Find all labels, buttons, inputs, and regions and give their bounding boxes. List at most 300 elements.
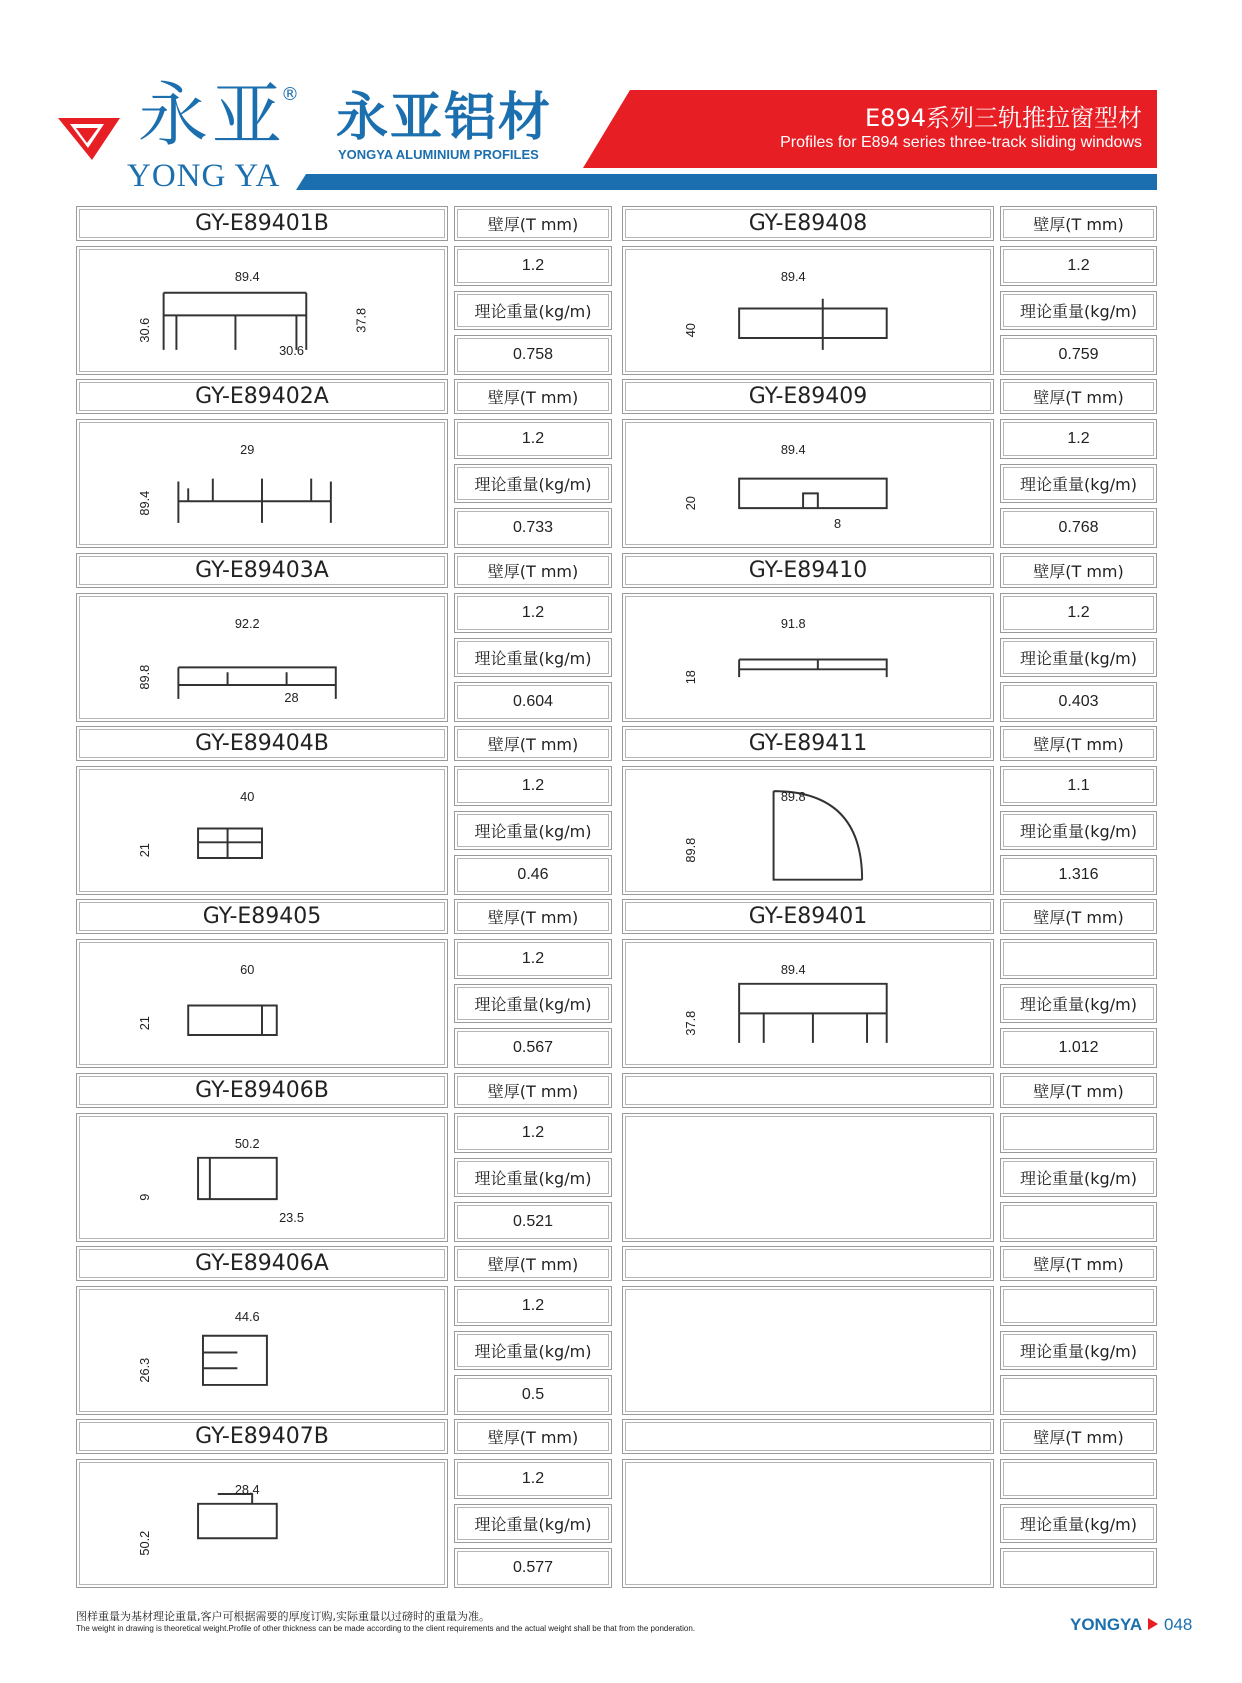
profile-code-cell-text: GY-E89411	[748, 731, 868, 756]
profile-code-cell	[76, 379, 448, 414]
arrow-right-icon	[1148, 1618, 1158, 1630]
weight-label-cell-inner	[457, 814, 609, 848]
dimension-label: 20	[682, 496, 698, 511]
weight-value-cell	[1000, 855, 1157, 895]
profile-code-cell-text: GY-E89404B	[195, 731, 329, 756]
weight-value-cell-text: 0.5	[521, 1386, 545, 1404]
dimension-label: 44.6	[234, 1308, 260, 1324]
weight-value-cell	[454, 682, 612, 722]
thickness-value-cell-inner	[1003, 596, 1154, 630]
thickness-value-cell-inner	[457, 249, 609, 283]
thickness-value-cell-inner	[457, 1289, 609, 1323]
weight-value-cell-inner	[1003, 858, 1154, 892]
profile-code-cell-inner	[79, 1249, 445, 1278]
thickness-value-cell	[1000, 1113, 1157, 1153]
thickness-value-cell-text: 1.2	[521, 1469, 545, 1487]
profile-code-cell	[622, 726, 994, 761]
profile-drawing-cell	[622, 1286, 994, 1415]
profile-code-cell-inner	[79, 902, 445, 931]
dimension-label: 89.4	[780, 961, 806, 977]
profile-code-cell-text: GY-E89406B	[195, 1078, 329, 1103]
thickness-value-cell-inner	[1003, 942, 1154, 976]
profile-drawing-cell-inner	[625, 1289, 991, 1412]
weight-label-cell-text: 理论重量(kg/m)	[474, 474, 592, 494]
weight-label-cell-text: 理论重量(kg/m)	[1020, 821, 1137, 841]
thickness-value-cell-text: 1.1	[1067, 776, 1090, 794]
thickness-label-cell-inner	[1003, 1422, 1154, 1451]
thickness-label-cell-inner	[1003, 1249, 1154, 1278]
weight-label-cell-text: 理论重量(kg/m)	[474, 1514, 592, 1534]
thickness-label-cell	[454, 899, 612, 934]
weight-label-cell	[454, 811, 612, 851]
thickness-value-cell	[1000, 419, 1157, 459]
profile-drawing-cell-inner	[625, 942, 991, 1065]
thickness-value-cell-text: 1.2	[1067, 603, 1090, 621]
thickness-value-cell	[454, 1286, 612, 1326]
dimension-label: 91.8	[780, 615, 806, 631]
profile-drawing-cell	[622, 939, 994, 1068]
weight-label-cell-text: 理论重量(kg/m)	[474, 821, 592, 841]
weight-value-cell-inner	[1003, 1378, 1154, 1412]
thickness-label-cell-inner	[457, 1249, 609, 1278]
thickness-label-cell	[1000, 1246, 1157, 1281]
weight-value-cell-inner	[457, 1205, 609, 1239]
thickness-label-cell-text: 壁厚(T mm)	[487, 215, 579, 234]
profile-code-cell-inner	[79, 209, 445, 238]
flat-cover-profile-icon	[626, 597, 990, 718]
thickness-value-cell	[454, 419, 612, 459]
dimension-label: 28	[284, 689, 299, 705]
weight-value-cell-inner	[1003, 338, 1154, 372]
dimension-label: 89.4	[780, 268, 806, 284]
dimension-label: 28.4	[234, 1481, 260, 1497]
thickness-label-cell-inner	[1003, 556, 1154, 585]
channel-profile-icon	[80, 597, 444, 718]
dimension-label: 89.4	[780, 441, 806, 457]
dimension-label: 92.2	[234, 615, 260, 631]
profile-drawing-cell	[622, 593, 994, 722]
small-sash-profile-icon	[80, 770, 444, 891]
profile-code-cell-text: GY-E89407B	[195, 1424, 329, 1449]
weight-label-cell-text: 理论重量(kg/m)	[1020, 648, 1137, 668]
weight-value-cell-text: 0.759	[1058, 346, 1099, 364]
profile-drawing-cell-inner	[625, 596, 991, 719]
profile-code-cell-inner	[625, 729, 991, 758]
weight-value-cell-text: 0.521	[512, 1213, 554, 1231]
dimension-label: 9	[136, 1193, 152, 1201]
thickness-label-cell-inner	[1003, 382, 1154, 411]
profile-code-cell	[76, 1073, 448, 1108]
dimension-label: 37.8	[682, 1010, 698, 1036]
thickness-value-cell	[454, 246, 612, 286]
profile-code-cell-inner	[625, 902, 991, 931]
profile-drawing-cell-inner	[79, 769, 445, 892]
weight-label-cell-inner	[1003, 641, 1154, 675]
registered-mark: ®	[281, 84, 299, 105]
dimension-label: 30.6	[279, 342, 304, 358]
weight-value-cell	[454, 1202, 612, 1242]
profile-drawing-cell	[76, 766, 448, 895]
weight-label-cell-inner	[1003, 294, 1154, 328]
weight-value-cell	[454, 508, 612, 548]
weight-value-cell-inner	[457, 1378, 609, 1412]
profile-drawing-cell	[76, 419, 448, 548]
profile-drawing-cell	[622, 1459, 994, 1588]
thickness-value-cell-inner	[457, 1116, 609, 1150]
profile-code-cell	[76, 726, 448, 761]
profile-code-cell-text: GY-E89401B	[195, 211, 329, 236]
thickness-value-cell-text: 1.2	[1067, 429, 1090, 447]
weight-value-cell-inner	[1003, 685, 1154, 719]
dimension-label: 60	[240, 961, 255, 977]
thickness-label-cell-inner	[457, 382, 609, 411]
thickness-label-cell-text: 壁厚(T mm)	[487, 1428, 579, 1447]
weight-label-cell-text: 理论重量(kg/m)	[474, 994, 592, 1014]
weight-value-cell-inner	[457, 1031, 609, 1065]
profile-code-cell	[76, 899, 448, 934]
thickness-label-cell-text: 壁厚(T mm)	[1033, 1428, 1124, 1447]
dimension-label: 30.6	[136, 317, 152, 343]
profile-drawing-cell	[76, 939, 448, 1068]
quarter-arc-profile-icon	[626, 770, 990, 891]
weight-value-cell-inner	[457, 685, 609, 719]
thickness-value-cell	[1000, 939, 1157, 979]
weight-label-cell-text: 理论重量(kg/m)	[1020, 1168, 1137, 1188]
thickness-value-cell	[1000, 1286, 1157, 1326]
profile-code-cell	[76, 1419, 448, 1454]
thickness-label-cell-inner	[1003, 729, 1154, 758]
profile-drawing-cell-inner	[625, 1116, 991, 1239]
thickness-label-cell-text: 壁厚(T mm)	[1033, 908, 1124, 927]
weight-label-cell-inner	[1003, 1334, 1154, 1368]
weight-value-cell	[454, 335, 612, 375]
weight-label-cell	[454, 1331, 612, 1371]
weight-label-cell	[454, 984, 612, 1024]
thickness-value-cell-inner	[1003, 1116, 1154, 1150]
weight-label-cell-inner	[457, 1507, 609, 1541]
thickness-label-cell-text: 壁厚(T mm)	[487, 388, 579, 407]
thickness-label-cell-text: 壁厚(T mm)	[487, 562, 579, 581]
rectangular-tube-profile-icon	[626, 250, 990, 371]
weight-value-cell-inner	[1003, 1551, 1154, 1585]
profile-code-cell-text: GY-E89403A	[195, 558, 329, 583]
thickness-value-cell-inner	[457, 596, 609, 630]
profile-code-cell-inner	[79, 1076, 445, 1105]
thickness-value-cell	[1000, 1459, 1157, 1499]
thickness-value-cell-inner	[457, 942, 609, 976]
weight-value-cell	[1000, 335, 1157, 375]
dimension-label: 50.2	[136, 1530, 152, 1556]
brand-logo-en: YONG YA	[127, 158, 281, 194]
weight-label-cell	[1000, 1158, 1157, 1198]
weight-label-cell-inner	[457, 1161, 609, 1195]
profile-drawing-cell-inner	[79, 422, 445, 545]
thickness-value-cell-text: 1.2	[521, 949, 545, 967]
profile-code-cell	[76, 206, 448, 241]
weight-label-cell-text: 理论重量(kg/m)	[474, 1341, 592, 1361]
profile-code-cell-inner	[79, 729, 445, 758]
thickness-label-cell-inner	[1003, 209, 1154, 238]
thickness-value-cell-inner	[1003, 769, 1154, 803]
thickness-label-cell	[1000, 553, 1157, 588]
dimension-label: 18	[682, 670, 698, 685]
thickness-label-cell-text: 壁厚(T mm)	[1033, 735, 1124, 754]
sash-profile-icon	[80, 943, 444, 1064]
weight-label-cell-text: 理论重量(kg/m)	[1020, 474, 1137, 494]
weight-label-cell-inner	[457, 641, 609, 675]
dimension-label: 29	[240, 441, 255, 457]
thickness-label-cell-inner	[457, 556, 609, 585]
box-sash-profile-icon	[80, 1117, 444, 1238]
thickness-value-cell-text: 1.2	[1067, 256, 1090, 274]
dimension-label: 89.4	[234, 268, 260, 284]
weight-label-cell	[454, 1504, 612, 1544]
weight-label-cell	[1000, 638, 1157, 678]
thickness-value-cell-inner	[1003, 422, 1154, 456]
weight-label-cell-text: 理论重量(kg/m)	[1020, 1341, 1137, 1361]
weight-value-cell-text: 0.758	[512, 346, 554, 364]
thickness-label-cell-text: 壁厚(T mm)	[1033, 562, 1124, 581]
thickness-label-cell	[454, 553, 612, 588]
dimension-label: 37.8	[353, 307, 369, 333]
thickness-value-cell	[454, 1113, 612, 1153]
weight-value-cell	[1000, 1028, 1157, 1068]
profile-drawing-cell-inner	[625, 249, 991, 372]
weight-label-cell-text: 理论重量(kg/m)	[1020, 994, 1137, 1014]
weight-value-cell-inner	[1003, 511, 1154, 545]
yongya-logo-icon	[58, 112, 122, 162]
thickness-label-cell-inner	[1003, 902, 1154, 931]
weight-label-cell-inner	[457, 1334, 609, 1368]
weight-label-cell-inner	[457, 294, 609, 328]
thickness-label-cell-text: 壁厚(T mm)	[1033, 1082, 1124, 1101]
thickness-label-cell	[454, 1419, 612, 1454]
thickness-value-cell	[1000, 766, 1157, 806]
thickness-label-cell-inner	[457, 1076, 609, 1105]
thickness-value-cell	[1000, 593, 1157, 633]
weight-label-cell	[1000, 1331, 1157, 1371]
weight-value-cell	[1000, 1202, 1157, 1242]
page-number: 048	[1164, 1615, 1193, 1634]
mullion-profile-icon	[80, 1463, 444, 1584]
weight-label-cell-inner	[1003, 467, 1154, 501]
profile-code-cell-text: GY-E89401	[748, 904, 868, 929]
thickness-value-cell-text: 1.2	[521, 1296, 545, 1314]
profile-drawing-cell-inner	[79, 1289, 445, 1412]
profile-code-cell-inner	[625, 1076, 991, 1105]
weight-value-cell-text: 0.577	[512, 1559, 554, 1577]
profile-code-cell-inner	[625, 1249, 991, 1278]
profile-drawing-cell	[76, 593, 448, 722]
profile-drawing-cell	[76, 246, 448, 375]
footer-brand: YONGYA	[1070, 1615, 1143, 1634]
profile-code-cell	[622, 899, 994, 934]
thickness-label-cell	[1000, 1073, 1157, 1108]
profile-drawing-cell	[622, 766, 994, 895]
profile-code-cell-inner	[625, 1422, 991, 1451]
weight-label-cell-text: 理论重量(kg/m)	[474, 301, 592, 321]
thickness-label-cell	[454, 1246, 612, 1281]
profile-drawing-cell-inner	[625, 769, 991, 892]
thickness-label-cell	[1000, 206, 1157, 241]
dimension-label: 26.3	[136, 1357, 152, 1383]
profile-code-cell-text: GY-E89409	[748, 384, 868, 409]
weight-value-cell-text: 1.012	[1058, 1039, 1099, 1057]
profile-code-cell	[622, 379, 994, 414]
interlock-profile-icon	[80, 1290, 444, 1411]
weight-value-cell-inner	[457, 1551, 609, 1585]
thickness-value-cell-inner	[1003, 1462, 1154, 1496]
profile-drawing-cell	[622, 1113, 994, 1242]
weight-value-cell-text: 1.316	[1058, 866, 1099, 884]
weight-label-cell-inner	[457, 467, 609, 501]
profile-drawing-cell-inner	[625, 422, 991, 545]
weight-value-cell	[1000, 1375, 1157, 1415]
thickness-label-cell-inner	[1003, 1076, 1154, 1105]
weight-value-cell-text: 0.46	[517, 866, 549, 884]
weight-label-cell	[1000, 984, 1157, 1024]
weight-label-cell	[454, 291, 612, 331]
profile-code-cell-inner	[625, 209, 991, 238]
thickness-value-cell-text: 1.2	[521, 256, 545, 274]
weight-label-cell	[454, 1158, 612, 1198]
weight-label-cell	[454, 464, 612, 504]
profile-drawing-cell-inner	[79, 942, 445, 1065]
three-leg-frame-profile-icon	[80, 250, 444, 371]
dimension-label: 23.5	[279, 1209, 304, 1225]
thickness-label-cell-text: 壁厚(T mm)	[487, 1255, 579, 1274]
profile-drawing-cell-inner	[79, 1462, 445, 1585]
thickness-value-cell-text: 1.2	[521, 603, 545, 621]
weight-value-cell	[454, 1028, 612, 1068]
weight-label-cell-text: 理论重量(kg/m)	[1020, 301, 1137, 321]
thickness-label-cell-inner	[457, 209, 609, 238]
profile-drawing-cell	[76, 1113, 448, 1242]
profile-code-cell-text: GY-E89406A	[195, 1251, 329, 1276]
profile-code-cell-inner	[625, 556, 991, 585]
profile-code-cell-inner	[79, 556, 445, 585]
thickness-value-cell	[454, 593, 612, 633]
profile-drawing-cell-inner	[79, 1116, 445, 1239]
weight-label-cell	[1000, 291, 1157, 331]
weight-value-cell-text: 0.403	[1058, 693, 1099, 711]
thickness-label-cell-text: 壁厚(T mm)	[487, 735, 579, 754]
profile-drawing-cell-inner	[625, 1462, 991, 1585]
dimension-label: 89.8	[682, 837, 698, 863]
weight-label-cell-text: 理论重量(kg/m)	[474, 648, 592, 668]
thickness-label-cell-text: 壁厚(T mm)	[487, 908, 579, 927]
thickness-value-cell-inner	[1003, 249, 1154, 283]
dimension-label: 40	[682, 323, 698, 338]
weight-value-cell-text: 0.567	[512, 1039, 554, 1057]
weight-value-cell-text: 0.768	[1058, 519, 1099, 537]
weight-label-cell-inner	[457, 987, 609, 1021]
thickness-label-cell	[454, 726, 612, 761]
dimension-label: 89.8	[136, 664, 152, 690]
thickness-label-cell	[1000, 726, 1157, 761]
thickness-label-cell	[1000, 899, 1157, 934]
profile-code-cell-text: GY-E89410	[748, 558, 868, 583]
company-name-cn: 永亚铝材	[336, 88, 553, 148]
weight-label-cell-inner	[1003, 1161, 1154, 1195]
profile-drawing-cell-inner	[79, 596, 445, 719]
profile-code-cell-inner	[625, 382, 991, 411]
thickness-value-cell	[454, 766, 612, 806]
thickness-value-cell-text: 1.2	[521, 1123, 545, 1141]
profile-drawing-cell	[622, 246, 994, 375]
profile-drawing-cell	[76, 1286, 448, 1415]
thickness-label-cell	[454, 379, 612, 414]
thickness-label-cell-text: 壁厚(T mm)	[1033, 1255, 1124, 1274]
flat-tube-profile-icon	[626, 423, 990, 544]
weight-value-cell	[1000, 682, 1157, 722]
thickness-value-cell	[454, 939, 612, 979]
weight-label-cell-text: 理论重量(kg/m)	[1020, 1514, 1137, 1534]
thickness-value-cell	[1000, 246, 1157, 286]
thickness-label-cell-inner	[457, 729, 609, 758]
thickness-value-cell-inner	[1003, 1289, 1154, 1323]
profile-code-cell-inner	[79, 382, 445, 411]
weight-label-cell	[454, 638, 612, 678]
page-header	[0, 0, 1242, 200]
thickness-label-cell-text: 壁厚(T mm)	[487, 1082, 579, 1101]
profile-drawing-cell-inner	[79, 249, 445, 372]
weight-label-cell-inner	[1003, 814, 1154, 848]
series-title-en: Profiles for E894 series three-track sliding windows	[780, 134, 1142, 151]
dimension-label: 89.4	[136, 490, 152, 516]
company-name-en: YONGYA ALUMINIUM PROFILES	[338, 147, 539, 162]
weight-value-cell	[1000, 508, 1157, 548]
weight-value-cell-inner	[1003, 1205, 1154, 1239]
weight-value-cell	[1000, 1548, 1157, 1588]
four-leg-frame-profile-icon	[626, 943, 990, 1064]
weight-label-cell	[1000, 811, 1157, 851]
weight-value-cell-text: 0.733	[512, 519, 554, 537]
thickness-label-cell	[1000, 1419, 1157, 1454]
thickness-label-cell	[454, 1073, 612, 1108]
dimension-label: 8	[833, 515, 842, 531]
thickness-value-cell-inner	[457, 422, 609, 456]
thickness-value-cell-text: 1.2	[521, 429, 545, 447]
weight-value-cell-text: 0.604	[512, 693, 554, 711]
profile-code-cell	[622, 1419, 994, 1454]
thickness-value-cell-inner	[457, 769, 609, 803]
profile-code-cell-text: GY-E89402A	[195, 384, 329, 409]
profile-code-cell	[622, 1073, 994, 1108]
footer-note-en: The weight in drawing is theoretical weight.Profile of other thickness can be made according to the client requirements and the actual weight shall be that from the ponderation.	[76, 1624, 696, 1633]
profile-code-cell	[76, 553, 448, 588]
weight-label-cell	[1000, 1504, 1157, 1544]
weight-label-cell-inner	[1003, 1507, 1154, 1541]
dimension-label: 40	[240, 788, 255, 804]
thickness-label-cell-text: 壁厚(T mm)	[1033, 388, 1124, 407]
profile-drawing-cell	[622, 419, 994, 548]
profile-code-cell-text: GY-E89408	[748, 211, 868, 236]
weight-label-cell-inner	[1003, 987, 1154, 1021]
dimension-label: 21	[136, 1016, 152, 1031]
weight-value-cell-inner	[457, 338, 609, 372]
dimension-label: 89.8	[780, 788, 806, 804]
footer-note-cn: 图样重量为基材理论重量,客户可根据需要的厚度订购,实际重量以过磅时的重量为准。	[76, 1610, 490, 1623]
weight-value-cell	[454, 855, 612, 895]
thickness-label-cell	[1000, 379, 1157, 414]
weight-value-cell-inner	[1003, 1031, 1154, 1065]
weight-value-cell	[454, 1548, 612, 1588]
brand-logo-cn: 永亚	[138, 74, 286, 156]
thickness-label-cell-inner	[457, 1422, 609, 1451]
thickness-value-cell-text: 1.2	[521, 776, 545, 794]
thickness-value-cell-inner	[457, 1462, 609, 1496]
